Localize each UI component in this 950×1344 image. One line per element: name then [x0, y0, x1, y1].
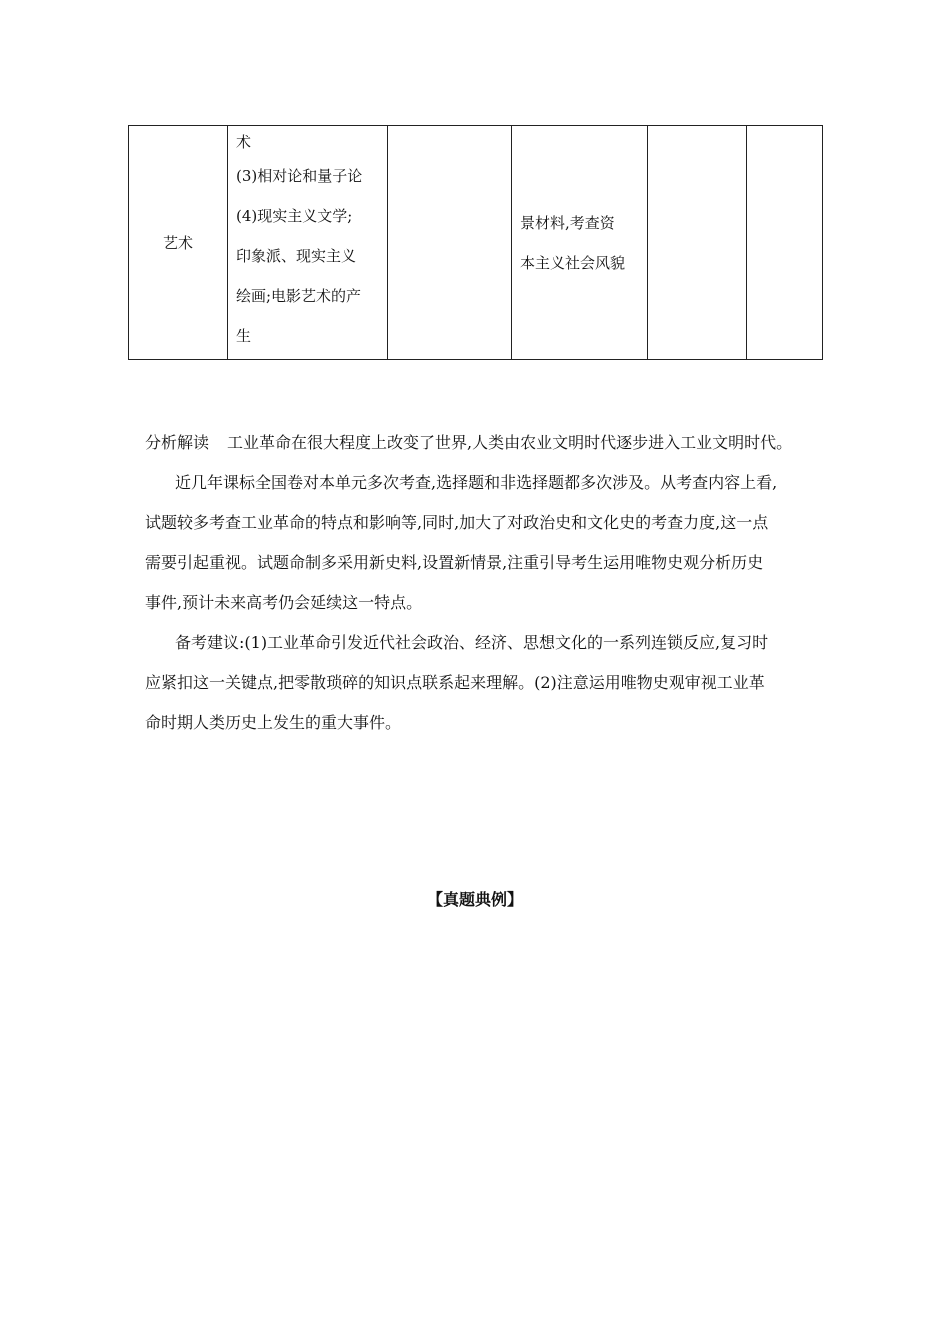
- subject-label: 艺术: [162, 234, 193, 252]
- content-line: 术: [236, 133, 252, 151]
- analysis-paragraph-3: [145, 623, 815, 743]
- content-cell: [228, 126, 388, 360]
- content-line: (4)现实主义文学;: [236, 207, 353, 225]
- text-line: 命时期人类历史上发生的重大事件。: [145, 713, 402, 732]
- text-line: 需要引起重视。试题命制多采用新史料,设置新情景,注重引导考生运用唯物史观分析历史: [145, 553, 764, 572]
- note-line: 本主义社会风貌: [520, 253, 626, 272]
- empty-cell: [747, 126, 823, 360]
- table-row: [129, 126, 823, 360]
- text-line: 应紧扣这一关键点,把零散琐碎的知识点联系起来理解。(2)注意运用唯物史观审视工业革: [145, 673, 765, 692]
- empty-cell: [648, 126, 747, 360]
- note-line: 景材料,考查资: [520, 213, 615, 232]
- analysis-paragraph-2: [145, 463, 815, 623]
- content-line: (3)相对论和量子论: [236, 167, 363, 185]
- text-line: 近几年课标全国卷对本单元多次考查,选择题和非选择题都多次涉及。从考查内容上看,: [175, 473, 778, 492]
- content-line: 印象派、现实主义: [236, 247, 357, 265]
- empty-cell: [388, 126, 512, 360]
- content-line: 生: [236, 327, 252, 345]
- text-line: 备考建议:(1)工业革命引发近代社会政治、经济、思想文化的一系列连锁反应,复习时: [175, 633, 769, 652]
- knowledge-table: [128, 125, 823, 360]
- analysis-lead: 分析解读: [145, 433, 210, 452]
- text-line: 试题较多考查工业革命的特点和影响等,同时,加大了对政治史和文化史的考查力度,这一点: [145, 513, 769, 532]
- analysis-paragraph-1: [145, 423, 815, 463]
- text-line: [145, 423, 815, 463]
- note-cell: [512, 126, 648, 360]
- content-line: 绘画;电影艺术的产: [236, 287, 362, 305]
- subject-cell: [129, 126, 228, 360]
- section-title: 【真题典例】: [426, 890, 523, 909]
- text-line: 事件,预计未来高考仍会延续这一特点。: [145, 593, 423, 612]
- text-span: 工业革命在很大程度上改变了世界,人类由农业文明时代逐步进入工业文明时代。: [227, 433, 793, 452]
